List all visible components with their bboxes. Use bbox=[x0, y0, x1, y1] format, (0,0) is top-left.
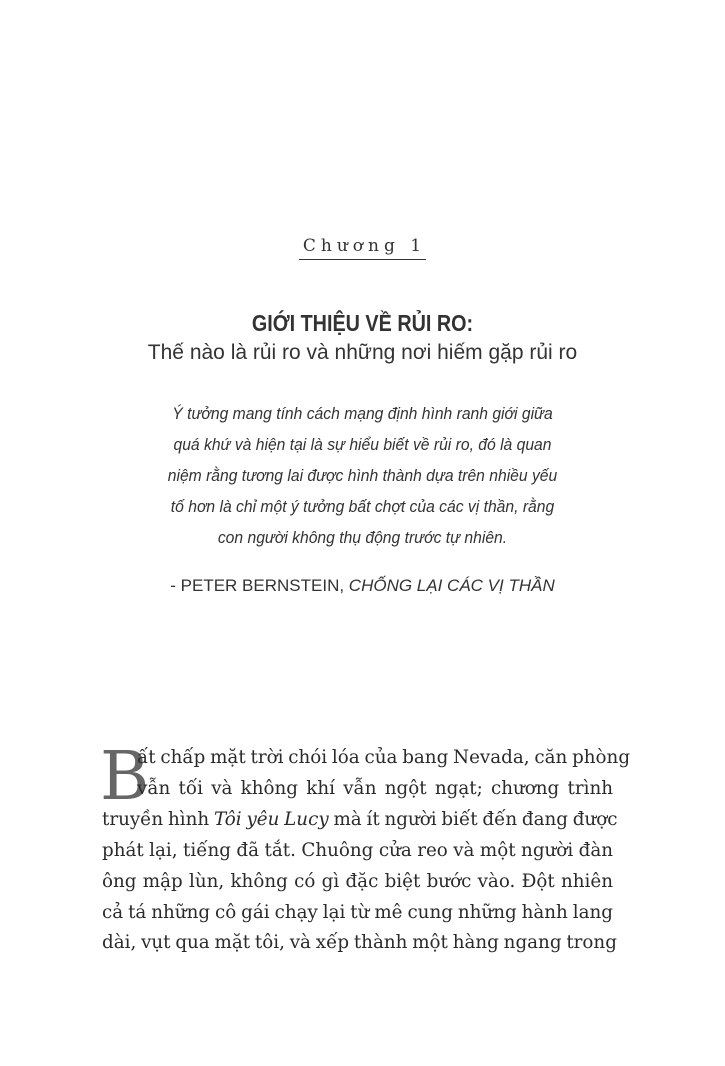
body-line: phát lại, tiếng đã tắt. Chuông cửa reo và một người đàn bbox=[102, 840, 613, 861]
body-line bbox=[102, 809, 618, 830]
body-line: vẫn tối và không khí vẫn ngột ngạt; chương trình bbox=[137, 778, 613, 799]
body-line: dài, vụt qua mặt tôi, và xếp thành một hàng ngang trong bbox=[102, 932, 617, 953]
epigraph-line: Ý tưởng mang tính cách mạng định hình ranh giới giữa bbox=[172, 405, 553, 423]
epigraph-author: - PETER BERNSTEIN, bbox=[170, 576, 349, 595]
epigraph-line: niệm rằng tương lai được hình thành dựa trên nhiều yếu bbox=[167, 467, 558, 485]
drop-cap: B bbox=[100, 737, 150, 815]
chapter-subtitle: Thế nào là rủi ro và những nơi hiếm gặp rủi ro bbox=[147, 341, 578, 364]
epigraph-attribution bbox=[0, 576, 725, 596]
epigraph-source: CHỐNG LẠI CÁC VỊ THẦN bbox=[348, 576, 555, 595]
body-line: cả tá những cô gái chạy lại từ mê cung những hành lang bbox=[102, 902, 613, 923]
epigraph-line: tố hơn là chỉ một ý tưởng bất chợt của các vị thần, rằng bbox=[170, 498, 555, 516]
body-line: ông mập lùn, không có gì đặc biệt bước vào. Đột nhiên bbox=[102, 871, 613, 892]
body-text: mà ít người biết đến đang được bbox=[328, 809, 618, 830]
epigraph-line: con người không thụ động trước tự nhiên. bbox=[217, 529, 508, 547]
chapter-title: GIỚI THIỆU VỀ RỦI RO: bbox=[251, 310, 474, 336]
body-text: truyền hình bbox=[102, 809, 214, 830]
chapter-label bbox=[0, 236, 725, 260]
epigraph-line: quá khứ và hiện tại là sự hiểu biết về rủi ro, đó là quan bbox=[173, 436, 552, 454]
body-line: ất chấp mặt trời chói lóa của bang Nevada, căn phòng bbox=[137, 747, 631, 768]
show-title: Tôi yêu Lucy bbox=[214, 809, 329, 830]
chapter-label-text: Chương 1 bbox=[299, 236, 426, 260]
